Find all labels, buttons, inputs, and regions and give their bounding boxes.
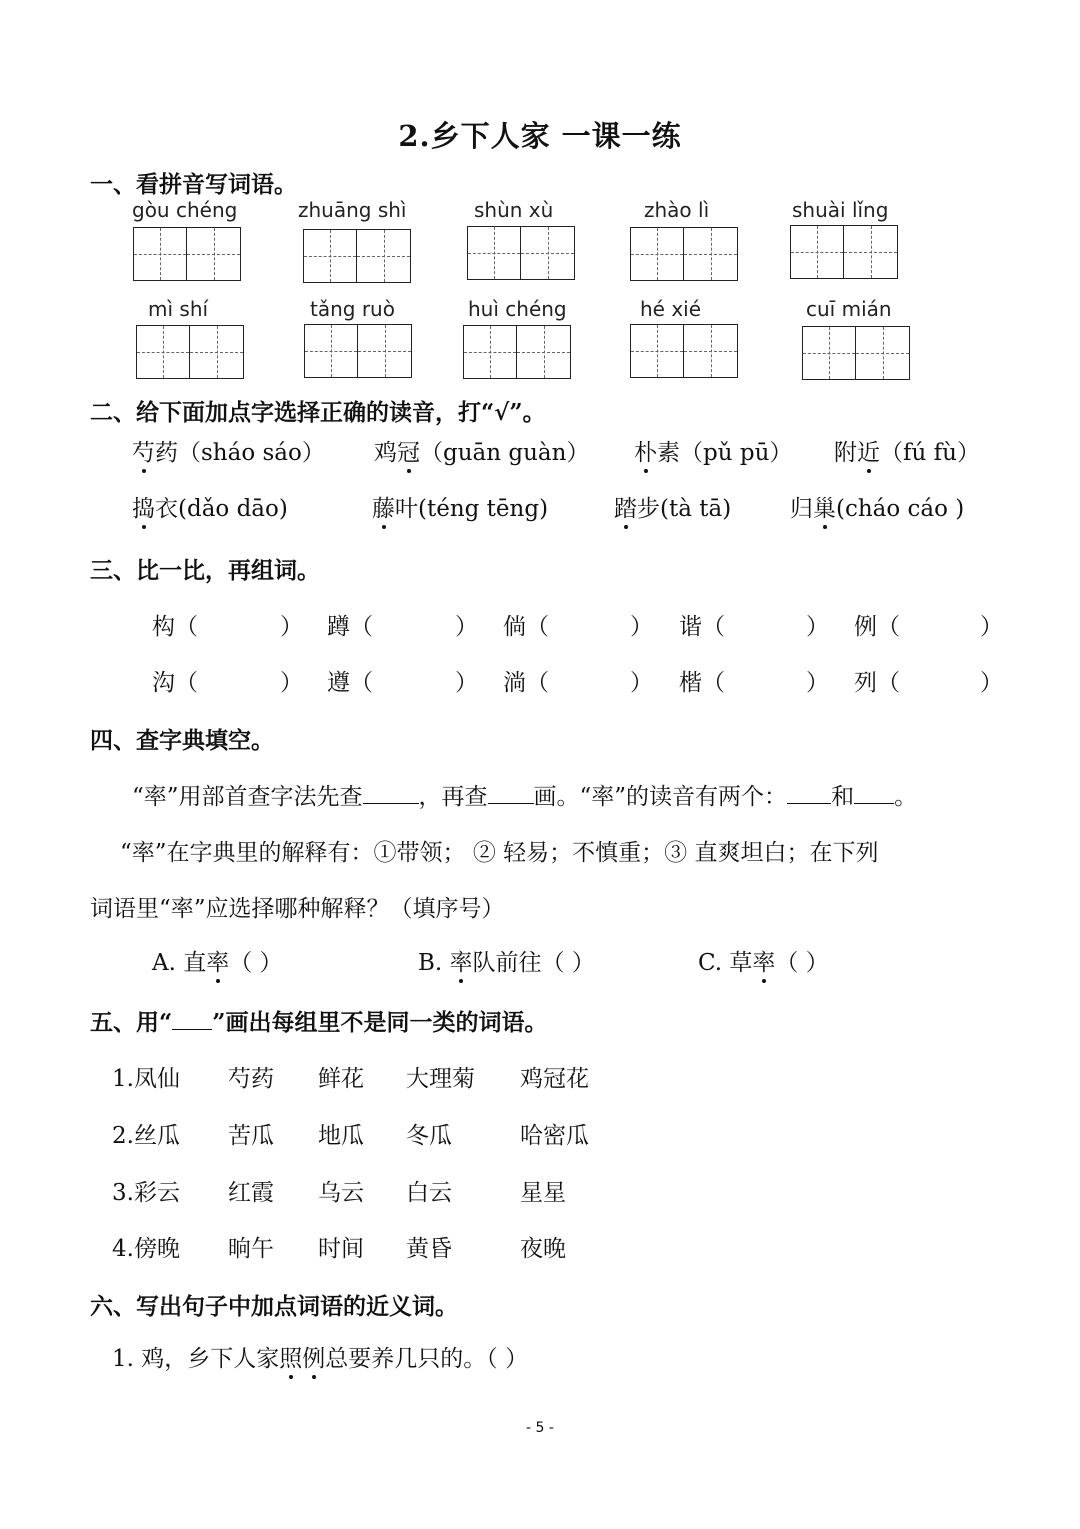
dotted-char: 例 <box>302 1340 325 1373</box>
word-item[interactable]: 晌午 <box>228 1236 274 1262</box>
pinyin-label: shuài lǐng <box>792 198 889 222</box>
compare-char: 例（ <box>854 614 900 640</box>
dotted-char: 近 <box>857 434 880 467</box>
compare-char: 列（ <box>854 670 900 696</box>
compare-char: 构（ <box>152 614 198 640</box>
writing-grid[interactable] <box>790 225 898 279</box>
answer-blank[interactable] <box>363 781 419 804</box>
word-item[interactable]: 哈密瓜 <box>520 1123 589 1149</box>
dotted-char: 率 <box>752 944 775 977</box>
writing-grid[interactable] <box>303 229 411 283</box>
compare-char: 倘（ <box>503 614 549 640</box>
word-item[interactable]: 乌云 <box>318 1180 364 1206</box>
close-paren: ） <box>280 614 303 640</box>
word-item[interactable]: 4.傍晚 <box>112 1236 180 1262</box>
close-paren: ） <box>280 670 303 696</box>
writing-grid[interactable] <box>802 326 910 380</box>
pronunciation-item[interactable]: 鸡冠（guān guàn） <box>374 434 589 467</box>
word-item[interactable]: 夜晚 <box>520 1236 566 1262</box>
dotted-char: 巢 <box>813 490 836 523</box>
dotted-char: 朴 <box>634 434 657 467</box>
close-paren: ） <box>980 670 1003 696</box>
writing-grid[interactable] <box>136 325 244 379</box>
pronunciation-item[interactable]: 捣衣(dǎo dāo) <box>132 490 288 523</box>
underline-sample <box>172 1009 212 1030</box>
section3-heading: 三、比一比，再组词。 <box>90 557 320 584</box>
section4-heading: 四、查字典填空。 <box>90 727 274 754</box>
pinyin-label: huì chéng <box>468 297 567 321</box>
dotted-char: 芍 <box>132 434 155 467</box>
word-item[interactable]: 星星 <box>520 1180 566 1206</box>
pronunciation-item[interactable]: 朴素（pǔ pū） <box>634 434 792 467</box>
section6-heading: 六、写出句子中加点词语的近义词。 <box>90 1293 458 1320</box>
word-item[interactable]: 1.凤仙 <box>112 1066 180 1092</box>
option-c[interactable]: C. 草率（ ） <box>698 944 829 977</box>
close-paren: ） <box>455 614 478 640</box>
pinyin-label: tǎng ruò <box>310 297 395 321</box>
section1-heading: 一、看拼音写词语。 <box>90 171 297 198</box>
pinyin-label: zhào lì <box>644 198 710 222</box>
word-item[interactable]: 地瓜 <box>318 1123 364 1149</box>
writing-grid[interactable] <box>630 227 738 281</box>
word-item[interactable]: 黄昏 <box>406 1236 452 1262</box>
option-b[interactable]: B. 率队前往（ ） <box>418 944 595 977</box>
page-number: - 5 - <box>526 1420 554 1436</box>
instruction-line: 词语里“率”应选择哪种解释？（填序号） <box>90 896 505 922</box>
compare-char: 楷（ <box>679 670 725 696</box>
writing-grid[interactable] <box>630 324 738 378</box>
compare-char: 淌（ <box>503 670 549 696</box>
dotted-char: 踏 <box>614 490 637 523</box>
writing-grid[interactable] <box>463 325 571 379</box>
section2-heading: 二、给下面加点字选择正确的读音，打“√”。 <box>90 399 546 426</box>
writing-grid[interactable] <box>133 227 241 281</box>
pinyin-label: hé xié <box>640 297 702 321</box>
compare-char: 蹲（ <box>327 614 373 640</box>
option-a[interactable]: A. 直率（ ） <box>152 944 283 977</box>
answer-blank[interactable] <box>488 781 534 804</box>
close-paren: ） <box>806 670 829 696</box>
section5-heading: 五、用“ ”画出每组里不是同一类的词语。 <box>90 1009 548 1036</box>
word-item[interactable]: 冬瓜 <box>406 1123 452 1149</box>
pinyin-label: mì shí <box>148 297 209 321</box>
dotted-char: 冠 <box>397 434 420 467</box>
close-paren: ） <box>630 614 653 640</box>
close-paren: ） <box>980 614 1003 640</box>
word-item[interactable]: 芍药 <box>228 1066 274 1092</box>
word-item[interactable]: 3.彩云 <box>112 1180 180 1206</box>
writing-grid[interactable] <box>304 324 412 378</box>
word-item[interactable]: 鲜花 <box>318 1066 364 1092</box>
dotted-char: 率 <box>450 944 473 977</box>
word-item[interactable]: 苦瓜 <box>228 1123 274 1149</box>
pinyin-label: shùn xù <box>474 198 554 222</box>
page-title: 2.乡下人家 一课一练 <box>398 119 682 153</box>
pinyin-label: cuī mián <box>806 297 892 321</box>
pinyin-label: gòu chéng <box>132 198 238 222</box>
pronunciation-item[interactable]: 归巢(cháo cáo ) <box>790 490 964 523</box>
pinyin-label: zhuāng shì <box>298 198 407 222</box>
close-paren: ） <box>806 614 829 640</box>
word-item[interactable]: 白云 <box>406 1180 452 1206</box>
pronunciation-item[interactable]: 附近（fú fù） <box>834 434 980 467</box>
compare-char: 沟（ <box>152 670 198 696</box>
dotted-char: 照 <box>279 1340 302 1373</box>
synonym-question[interactable]: 1. 鸡，乡下人家照例总要养几只的。（ ） <box>112 1340 528 1373</box>
dictionary-fill-line: “率”用部首查字法先查 ，再查 画。“率”的读音有两个： 和 。 <box>132 778 917 811</box>
dotted-char: 藤 <box>372 490 395 523</box>
definition-line: “率”在字典里的解释有：①带领； ② 轻易；不慎重；③ 直爽坦白；在下列 <box>120 840 879 866</box>
compare-char: 谐（ <box>679 614 725 640</box>
word-item[interactable]: 红霞 <box>228 1180 274 1206</box>
close-paren: ） <box>630 670 653 696</box>
pronunciation-item[interactable]: 芍药（sháo sáo） <box>132 434 325 467</box>
word-item[interactable]: 2.丝瓜 <box>112 1123 180 1149</box>
answer-blank[interactable] <box>854 781 894 804</box>
word-item[interactable]: 鸡冠花 <box>520 1066 589 1092</box>
close-paren: ） <box>455 670 478 696</box>
writing-grid[interactable] <box>467 226 575 280</box>
word-item[interactable]: 大理菊 <box>406 1066 475 1092</box>
dotted-char: 捣 <box>132 490 155 523</box>
compare-char: 遵（ <box>327 670 373 696</box>
pronunciation-item[interactable]: 藤叶(téng tēng) <box>372 490 548 523</box>
word-item[interactable]: 时间 <box>318 1236 364 1262</box>
answer-blank[interactable] <box>787 781 831 804</box>
pronunciation-item[interactable]: 踏步(tà tā) <box>614 490 731 523</box>
dotted-char: 率 <box>206 944 229 977</box>
